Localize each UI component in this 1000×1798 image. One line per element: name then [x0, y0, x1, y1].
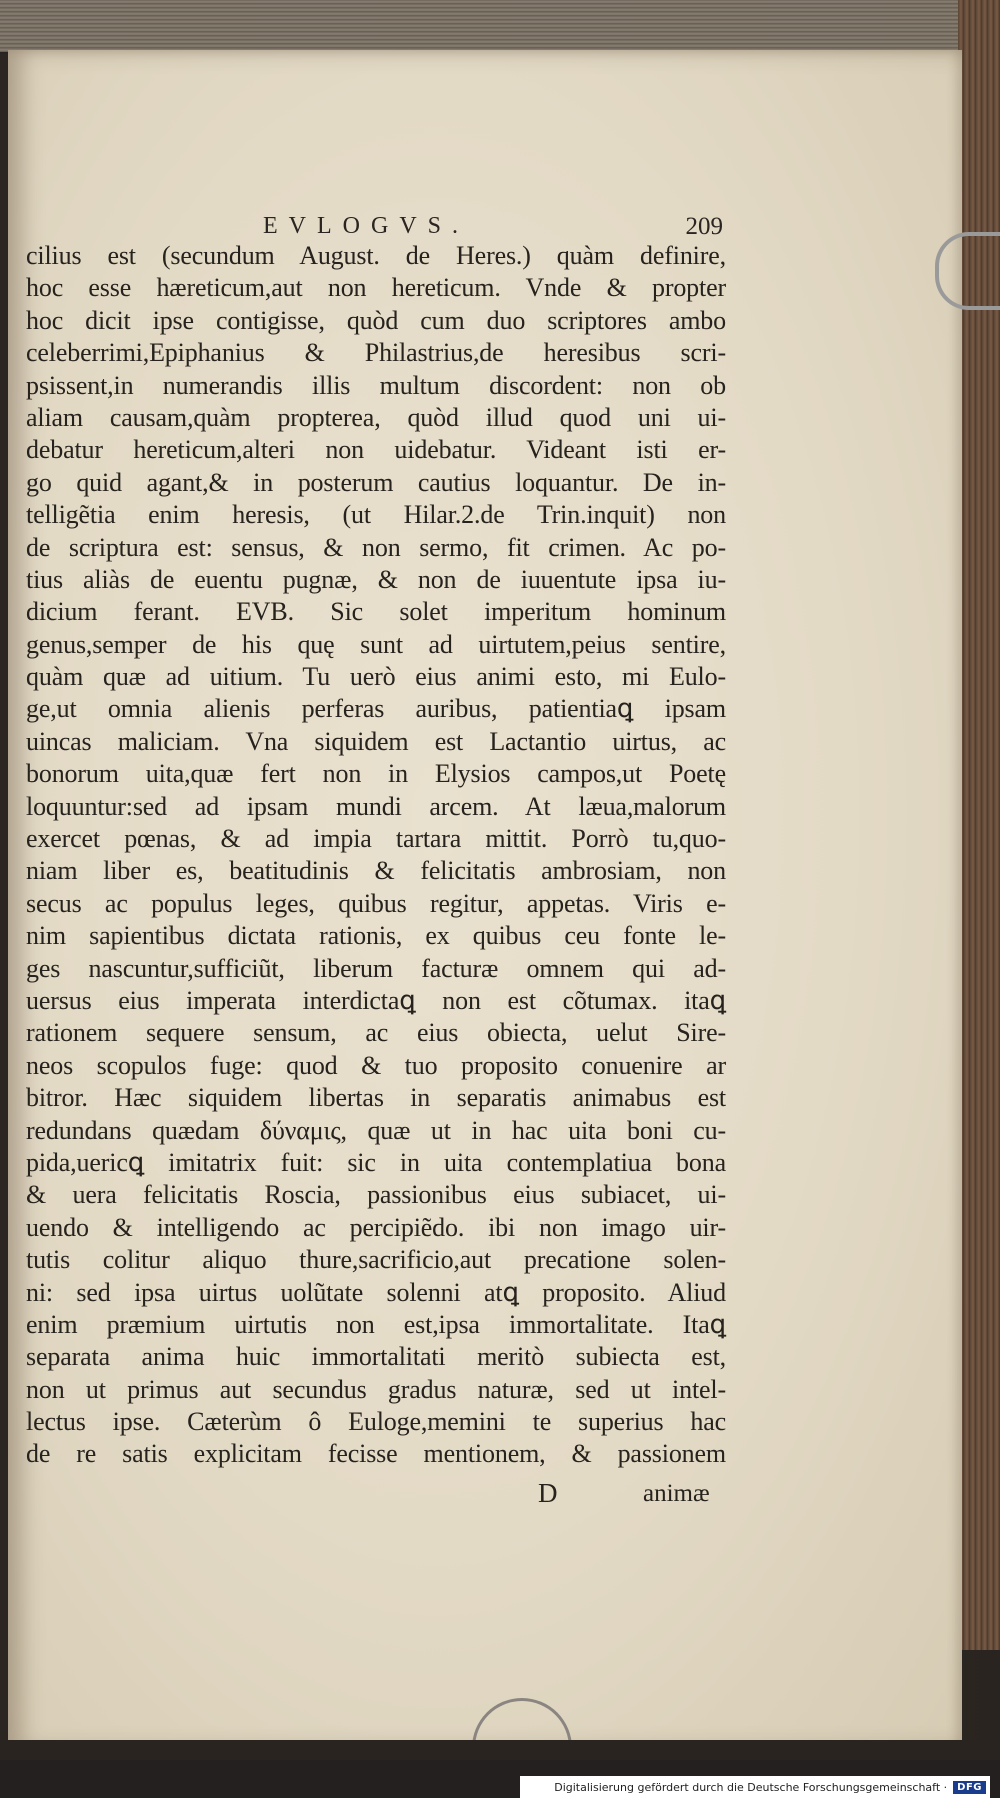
text-line: aliam causam,quàm propterea, quòd illud quod uni ui-: [26, 402, 726, 432]
text-line: niam liber es, beatitudinis & felicitatis ambrosiam, non: [26, 856, 726, 886]
text-line: bitror. Hæc siquidem libertas in separatis animabus est: [26, 1083, 726, 1113]
page-number: 209: [685, 213, 723, 240]
page-bottom-shadow: [0, 1740, 1000, 1760]
page-clip: [935, 232, 1000, 310]
text-line: hoc dicit ipse contigisse, quòd cum duo scriptores ambo: [26, 305, 726, 335]
text-line: ge,ut omnia alienis perferas auribus, patientiaꝗ ipsam: [26, 694, 726, 724]
text-line: uendo & intelligendo ac percipiẽdo. ibi non imago uir-: [26, 1212, 726, 1242]
text-line: redundans quædam δύναμις, quæ ut in hac uita boni cu-: [26, 1115, 726, 1145]
text-line: lectus ipse. Cæterùm ô Euloge,memini te superius hac: [26, 1407, 726, 1437]
text-line: dicium ferant. EVB. Sic solet imperitum hominum: [26, 597, 726, 627]
text-line: quàm quæ ad uitium. Tu uerò eius animi esto, mi Eulo-: [26, 662, 726, 692]
body-text: [26, 240, 726, 1471]
text-line: rationem sequere sensum, ac eius obiecta, uelut Sire-: [26, 1018, 726, 1048]
catchword-row: [528, 1478, 728, 1514]
catchword: animæ: [643, 1480, 710, 1507]
signature-mark: D: [538, 1478, 558, 1508]
text-line: enim præmium uirtutis non est,ipsa immortalitate. Itaꝗ: [26, 1309, 726, 1339]
text-line: neos scopulos fuge: quod & tuo proposito conuenire ar: [26, 1050, 726, 1080]
text-line: separata anima huic immortalitati meritò subiecta est,: [26, 1342, 726, 1372]
text-line: bonorum uita,quæ fert non in Elysios campos,ut Poetę: [26, 759, 726, 789]
text-line: psissent,in numerandis illis multum discordent: non ob: [26, 370, 726, 400]
text-line: de re satis explicitam fecisse mentionem, & passionem: [26, 1439, 726, 1469]
text-line: exercet pœnas, & ad impia tartara mittit. Porrò tu,quo-: [26, 824, 726, 854]
text-line: uersus eius imperata interdictaꝗ non est cõtumax. itaꝗ: [26, 985, 726, 1015]
text-line: genus,semper de his quę sunt ad uirtutem,peius sentire,: [26, 629, 726, 659]
digitization-credit: [520, 1776, 990, 1798]
text-line: uincas maliciam. Vna siquidem est Lactantio uirtus, ac: [26, 726, 726, 756]
book-top-edge: [0, 0, 965, 54]
text-line: pida,uericꝗ imitatrix fuit: sic in uita contemplatiua bona: [26, 1147, 726, 1177]
running-head: EVLOGVS.: [263, 213, 469, 239]
text-line: ni: sed ipsa uirtus uolũtate solenni atꝗ proposito. Aliud: [26, 1277, 726, 1307]
text-line: nim sapientibus dictata rationis, ex quibus ceu fonte le-: [26, 921, 726, 951]
text-line: hoc esse hæreticum,aut non hereticum. Vnde & propter: [26, 273, 726, 303]
text-line: telligẽtia enim heresis, (ut Hilar.2.de Trin.inquit) non: [26, 500, 726, 530]
book-page: [8, 50, 962, 1750]
credit-text: Digitalisierung gefördert durch die Deutsche Forschungsgemeinschaft ·: [554, 1780, 948, 1794]
text-line: tutis colitur aliquo thure,sacrificio,aut precatione solen-: [26, 1245, 726, 1275]
text-line: de scriptura est: sensus, & non sermo, fit crimen. Ac po-: [26, 532, 726, 562]
dfg-logo: DFG: [953, 1781, 986, 1794]
text-line: celeberrimi,Epiphanius & Philastrius,de heresibus scri-: [26, 338, 726, 368]
text-line: go quid agant,& in posterum cautius loquantur. De in-: [26, 467, 726, 497]
text-line: cilius est (secundum August. de Heres.) quàm definire,: [26, 241, 726, 270]
text-line: ges nascuntur,sufficiũt, liberum facturæ omnem qui ad-: [26, 953, 726, 983]
text-line: & uera felicitatis Roscia, passionibus eius subiacet, ui-: [26, 1180, 726, 1210]
text-line: secus ac populus leges, quibus regitur, appetas. Viris e-: [26, 888, 726, 918]
text-line: debatur hereticum,alteri non uidebatur. Videant isti er-: [26, 435, 726, 465]
text-line: tius aliàs de euentu pugnæ, & non de iuuentute ipsa iu-: [26, 564, 726, 594]
text-line: non ut primus aut secundus gradus naturæ, sed ut intel-: [26, 1374, 726, 1404]
text-line: loquuntur:sed ad ipsam mundi arcem. At læua,malorum: [26, 791, 726, 821]
